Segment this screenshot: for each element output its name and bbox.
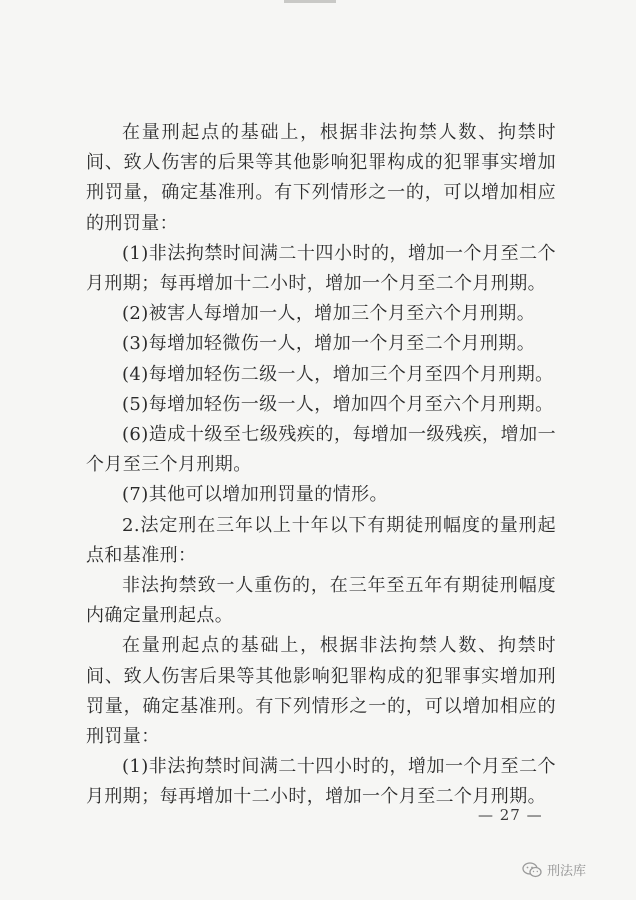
watermark-label: 刑法库 bbox=[547, 864, 587, 879]
paragraph-2: (1)非法拘禁时间满二十四小时的，增加一个月至二个月刑期；每再增加十二小时，增加一个月至二个月刑期。 bbox=[86, 242, 556, 295]
paragraph-9: 2.法定刑在三年以上十年以下有期徒刑幅度的量刑起点和基准刑： bbox=[86, 514, 556, 566]
paragraph-11: 在量刑起点的基础上，根据非法拘禁人数、拘禁时间、致人伤害后果等其他影响犯罪构成的犯罪事实增加刑罚量，确定基准刑。有下列情形之一的，可以增加相应的刑罚量： bbox=[86, 635, 556, 748]
page-number: — 27 — bbox=[478, 806, 543, 824]
paragraph-10: 非法拘禁致一人重伤的，在三年至五年有期徒刑幅度内确定量刑起点。 bbox=[86, 575, 556, 627]
wechat-icon bbox=[522, 862, 542, 878]
document-body bbox=[86, 118, 556, 813]
paragraph-4: (3)每增加轻微伤一人，增加一个月至二个月刑期。 bbox=[122, 333, 536, 355]
paragraph-8: (7)其他可以增加刑罚量的情形。 bbox=[122, 484, 388, 506]
watermark bbox=[522, 860, 586, 879]
paragraph-1: 在量刑起点的基础上，根据非法拘禁人数、拘禁时间、致人伤害的后果等其他影响犯罪构成的犯罪事实增加刑罚量，确定基准刑。有下列情形之一的，可以增加相应的刑罚量： bbox=[86, 122, 556, 234]
paragraph-7: (6)造成十级至七级残疾的，每增加一级残疾，增加一个月至三个月刑期。 bbox=[86, 424, 556, 476]
paragraph-12: (1)非法拘禁时间满二十四小时的，增加一个月至二个月刑期；每再增加十二小时，增加一个月至二个月刑期。 bbox=[86, 756, 556, 808]
paragraph-6: (5)每增加轻伤一级一人，增加四个月至六个月刑期。 bbox=[122, 393, 554, 415]
paragraph-3: (2)被害人每增加一人，增加三个月至六个月刑期。 bbox=[122, 303, 536, 325]
paragraph-5: (4)每增加轻伤二级一人，增加三个月至四个月刑期。 bbox=[122, 363, 554, 385]
top-edge-mark bbox=[284, 0, 336, 3]
